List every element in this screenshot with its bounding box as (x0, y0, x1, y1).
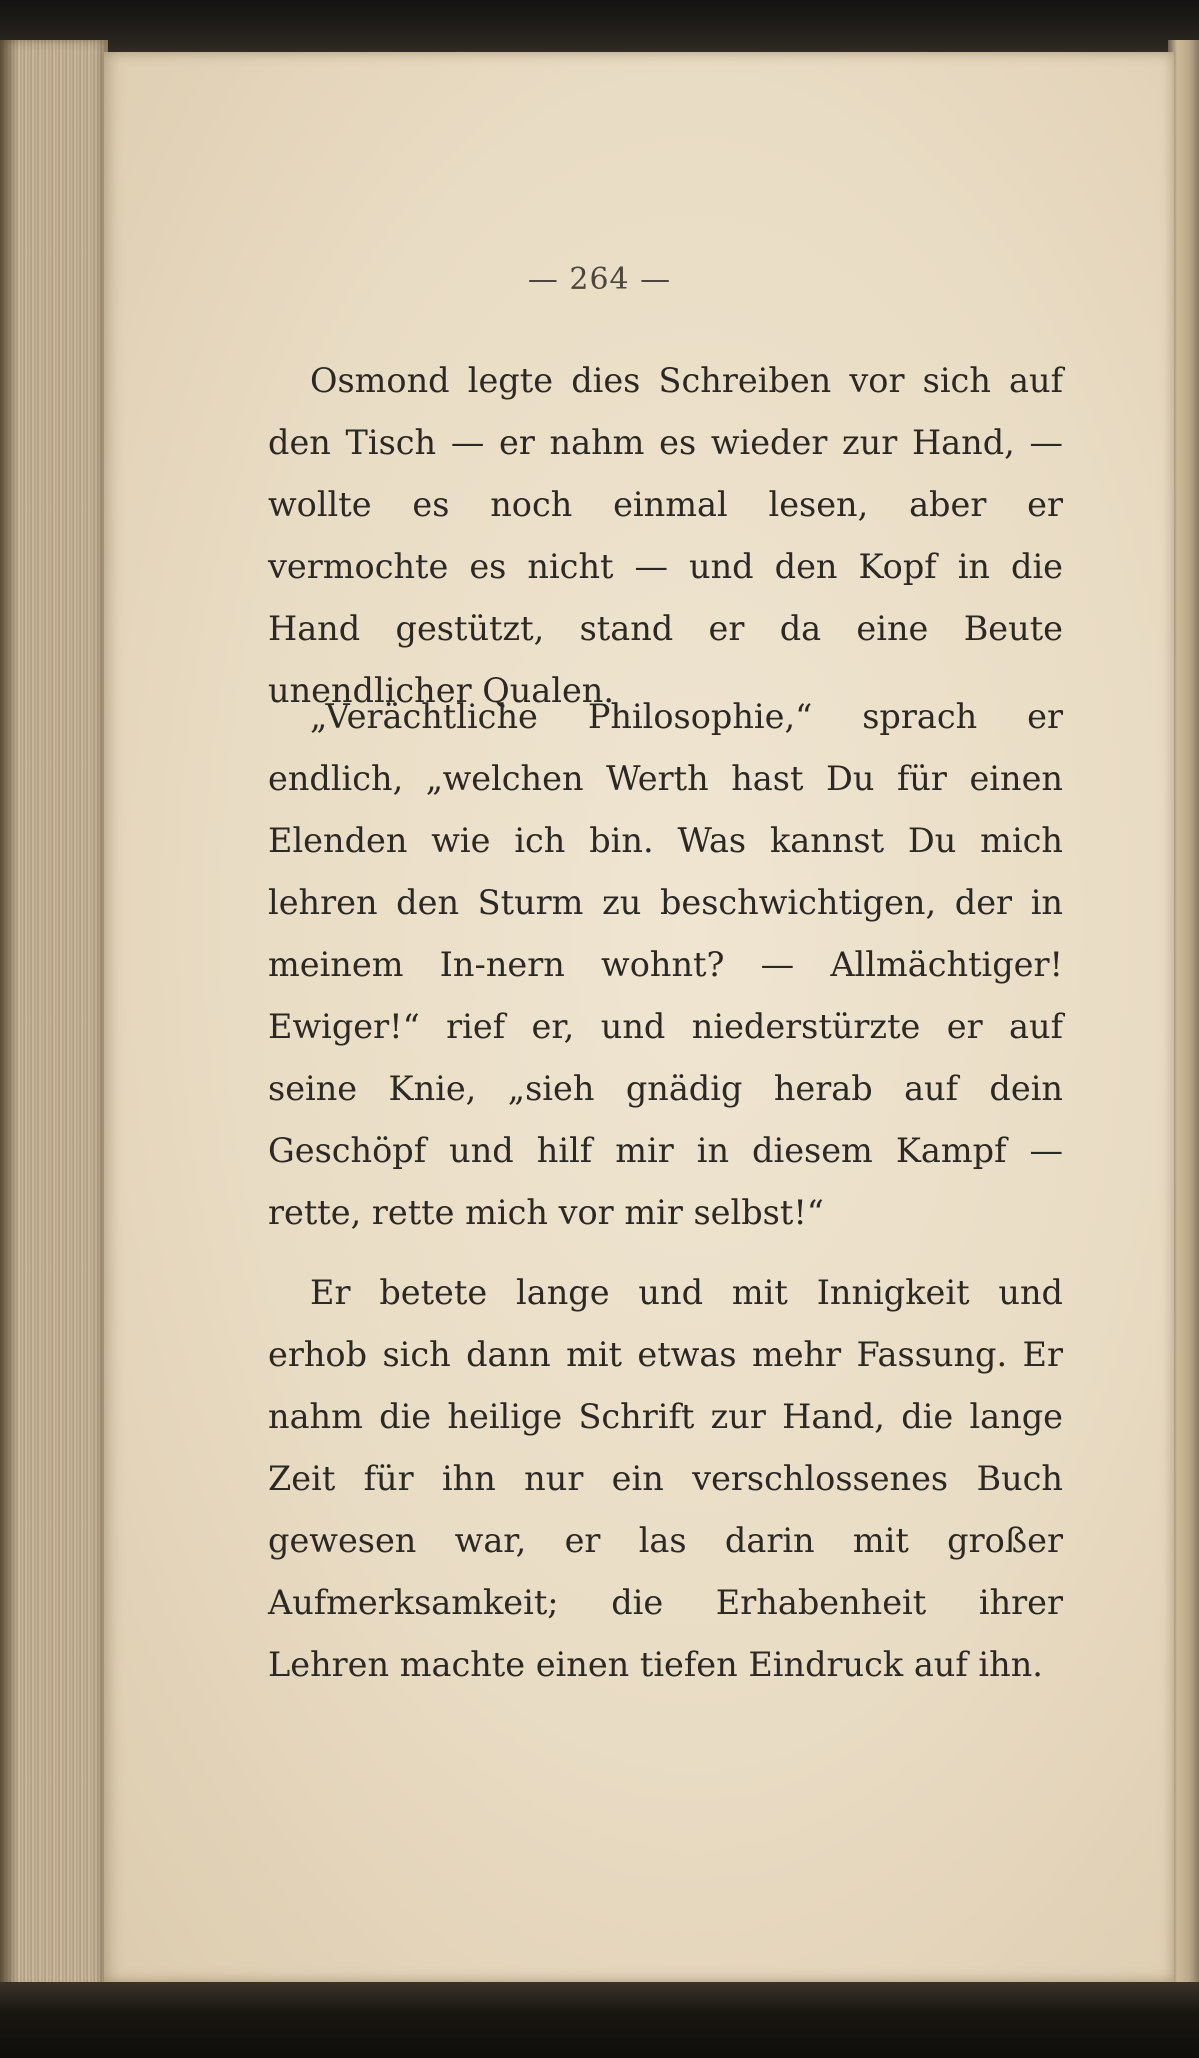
page-block-edge (0, 40, 108, 1990)
page-number: — 264 — (527, 262, 672, 297)
paragraph-scripture: Er betete lange und mit Innigkeit und erhob sich dann mit etwas mehr Fassung. Er nahm die heilige Schrift zur Hand, die lange Zeit für ihn nur ein verschlossenes Buch gewesen war, er las darin mit großer Aufmerksamkeit; die Erhabenheit ihrer Lehren machte einen tiefen Eindruck auf ihn. (268, 1273, 1063, 1684)
book-top-edge (0, 0, 1199, 58)
paragraph-philosophy-prayer: „Verächtliche Philosophie,“ sprach er endlich, „welchen Werth hast Du für einen Elenden wie ich bin. Was kannst Du mich lehren den Sturm zu beschwichtigen, der in meinem In-nern wohnt? — Allmächtiger! Ewiger!“ rief er, und niederstürzte er auf seine Knie, „sieh gnädig herab auf dein Geschöpf und hilf mir in diesem Kampf — rette, rette mich vor mir selbst!“ (268, 697, 1063, 1232)
book-bottom-edge (0, 1982, 1199, 2058)
paragraph-osmond-letter: Osmond legte dies Schreiben vor sich auf den Tisch — er nahm es wieder zur Hand, — wollte es noch einmal lesen, aber er vermochte es nicht — und den Kopf in die Hand gestützt, stand er da eine Beute unendlicher Qualen. (268, 361, 1063, 710)
